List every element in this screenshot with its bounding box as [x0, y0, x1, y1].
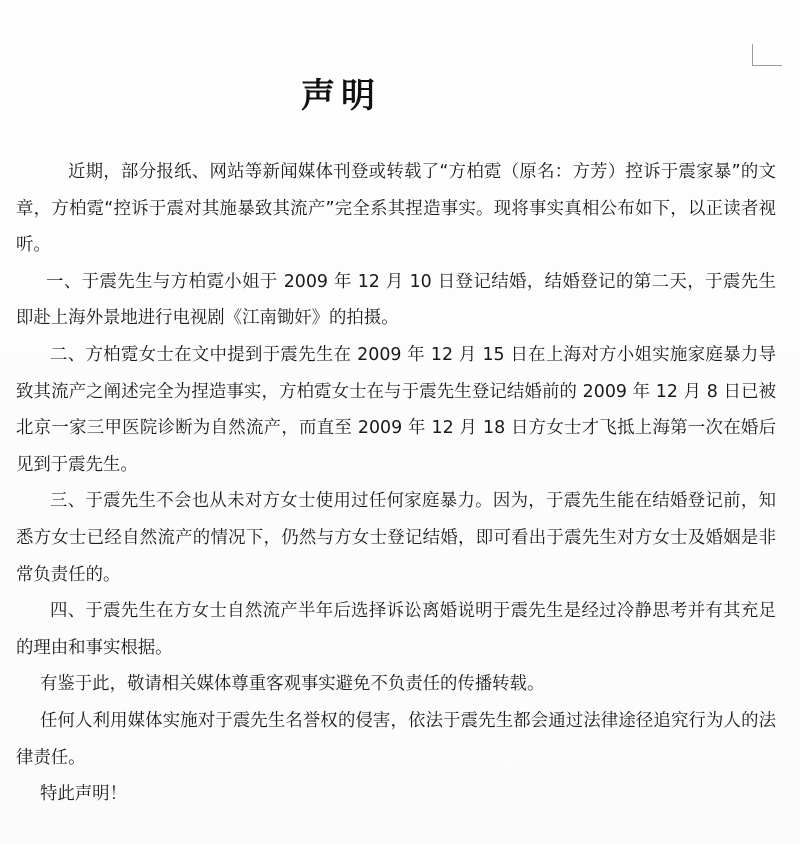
- page-title: 声明: [301, 76, 381, 116]
- paragraph-intro: 近期，部分报纸、网站等新闻媒体刊登或转载了“方柏霓（原名：方芳）控诉于震家暴”的文章，方柏霓“控诉于震对其施暴致其流产”完全系其捏造事实。现将事实真相公布如下，以正读者视听。: [16, 162, 776, 256]
- document-body: [16, 154, 776, 813]
- paragraph-point-2: 二、方柏霓女士在文中提到于震先生在 2009 年 12 月 15 日在上海对方小姐实施家庭暴力导致其流产之阐述完全为捏造事实，方柏霓女士在与于震先生登记结婚前的 2009 年 12 月 8 日已被北京一家三甲医院诊断为自然流产，而直至 2009 年 12 月 18 日方女士才飞抵上海第一次在婚后见到于震先生。: [16, 344, 776, 475]
- paragraph-warning: 任何人利用媒体实施对于震先生名誉权的侵害，依法于震先生都会通过法律途径追究行为人的法律责任。: [16, 710, 776, 768]
- margin-corner-mark: [752, 44, 782, 66]
- paragraph-request: 有鉴于此，敬请相关媒体尊重客观事实避免不负责任的传播转载。: [40, 674, 545, 695]
- paragraph-closing: 特此声明！: [40, 784, 127, 805]
- paragraph-point-3: 三、于震先生不会也从未对方女士使用过任何家庭暴力。因为，于震先生能在结婚登记前，知悉方女士已经自然流产的情况下，仍然与方女士登记结婚，即可看出于震先生对方女士及婚姻是非常负责任的。: [16, 491, 776, 585]
- paragraph-point-1: 一、于震先生与方柏霓小姐于 2009 年 12 月 10 日登记结婚，结婚登记的第二天，于震先生即赴上海外景地进行电视剧《江南锄奸》的拍摄。: [16, 271, 776, 329]
- paragraph-point-4: 四、于震先生在方女士自然流产半年后选择诉讼离婚说明于震先生是经过冷静思考并有其充足的理由和事实根据。: [16, 601, 776, 658]
